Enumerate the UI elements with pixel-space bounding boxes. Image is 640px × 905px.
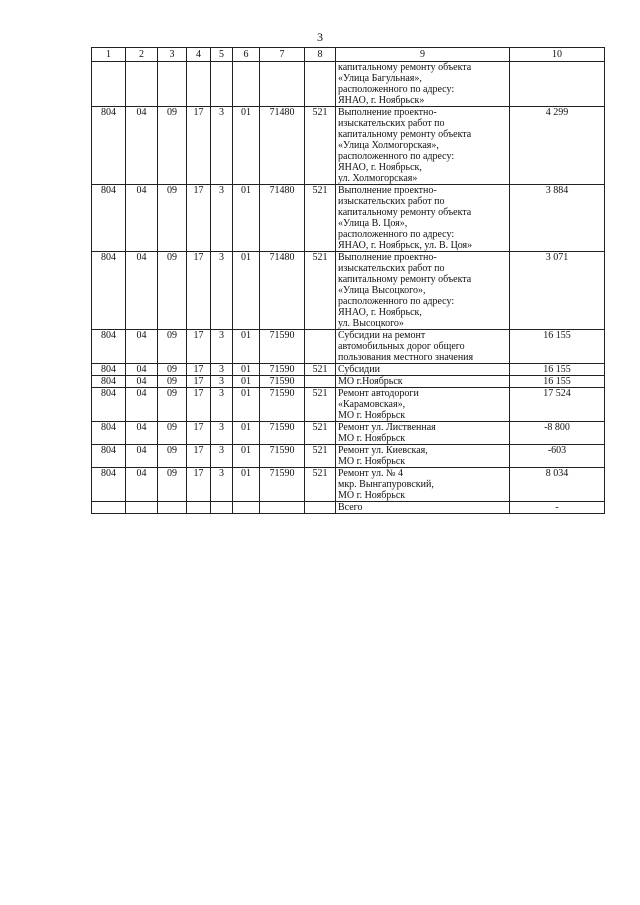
cell-code-3: 09: [158, 376, 187, 388]
cell-code-7: 71590: [260, 330, 305, 364]
cell-code-3: 09: [158, 388, 187, 422]
cell-code-6: 01: [233, 388, 260, 422]
cell-code-3: [158, 62, 187, 107]
cell-amount: 3 071: [510, 252, 605, 330]
cell-code-2: [126, 502, 158, 514]
column-header-3: 3: [158, 48, 187, 62]
cell-code-8: 521: [305, 468, 336, 502]
table-row: [92, 422, 605, 445]
cell-code-3: 09: [158, 252, 187, 330]
cell-code-2: 04: [126, 364, 158, 376]
cell-code-3: 09: [158, 468, 187, 502]
cell-amount: 8 034: [510, 468, 605, 502]
table-row: [92, 445, 605, 468]
cell-code-4: 17: [187, 252, 211, 330]
cell-code-3: 09: [158, 185, 187, 252]
cell-description: Ремонт ул. Киевская, МО г. Ноябрьск: [336, 445, 510, 468]
cell-code-7: 71480: [260, 107, 305, 185]
cell-code-8: 521: [305, 388, 336, 422]
cell-code-3: [158, 502, 187, 514]
cell-code-2: 04: [126, 388, 158, 422]
table-row: [92, 252, 605, 330]
cell-description: Всего: [336, 502, 510, 514]
cell-code-1: 804: [92, 107, 126, 185]
cell-description: Выполнение проектно- изыскательских работ по капитальному ремонту объекта «Улица В. Цоя», расположенного по адресу: ЯНАО, г. Ноябрьск, ул. В. Цоя»: [336, 185, 510, 252]
cell-code-6: 01: [233, 330, 260, 364]
cell-code-2: 04: [126, 252, 158, 330]
cell-code-7: [260, 62, 305, 107]
table-row: [92, 364, 605, 376]
cell-code-6: 01: [233, 107, 260, 185]
cell-code-6: [233, 502, 260, 514]
cell-code-8: [305, 502, 336, 514]
cell-code-8: 521: [305, 422, 336, 445]
cell-code-4: 17: [187, 468, 211, 502]
cell-code-1: 804: [92, 185, 126, 252]
table-row: [92, 376, 605, 388]
column-header-9: 9: [336, 48, 510, 62]
cell-amount: 3 884: [510, 185, 605, 252]
cell-code-7: 71480: [260, 185, 305, 252]
cell-code-1: [92, 62, 126, 107]
cell-code-7: 71590: [260, 364, 305, 376]
cell-code-3: 09: [158, 364, 187, 376]
cell-code-6: [233, 62, 260, 107]
cell-code-5: 3: [211, 388, 233, 422]
table-row: [92, 468, 605, 502]
cell-description: Ремонт автодороги «Карамовская», МО г. Ноябрьск: [336, 388, 510, 422]
cell-description: капитальному ремонту объекта «Улица Багульная», расположенного по адресу: ЯНАО, г. Ноябрьск»: [336, 62, 510, 107]
column-header-8: 8: [305, 48, 336, 62]
cell-code-8: [305, 330, 336, 364]
cell-code-7: 71590: [260, 388, 305, 422]
cell-code-5: [211, 502, 233, 514]
cell-code-4: 17: [187, 185, 211, 252]
cell-code-8: [305, 62, 336, 107]
page-number: 3: [317, 30, 323, 44]
cell-code-5: 3: [211, 445, 233, 468]
cell-code-4: 17: [187, 376, 211, 388]
cell-code-7: 71590: [260, 376, 305, 388]
header-row: [92, 48, 605, 62]
cell-amount: 16 155: [510, 364, 605, 376]
column-header-10: 10: [510, 48, 605, 62]
cell-code-1: 804: [92, 364, 126, 376]
cell-code-2: 04: [126, 330, 158, 364]
cell-code-4: 17: [187, 422, 211, 445]
cell-description: Ремонт ул. № 4 мкр. Вынгапуровский, МО г. Ноябрьск: [336, 468, 510, 502]
cell-description: Ремонт ул. Лиственная МО г. Ноябрьск: [336, 422, 510, 445]
table-row: [92, 62, 605, 107]
cell-code-5: 3: [211, 422, 233, 445]
cell-code-8: 521: [305, 252, 336, 330]
cell-code-4: 17: [187, 445, 211, 468]
cell-code-5: 3: [211, 468, 233, 502]
cell-code-3: 09: [158, 107, 187, 185]
cell-amount: 17 524: [510, 388, 605, 422]
cell-code-4: 17: [187, 388, 211, 422]
cell-code-7: 71590: [260, 422, 305, 445]
cell-code-1: 804: [92, 330, 126, 364]
cell-code-4: 17: [187, 330, 211, 364]
cell-amount: [510, 62, 605, 107]
cell-code-2: [126, 62, 158, 107]
cell-code-5: 3: [211, 376, 233, 388]
cell-code-6: 01: [233, 185, 260, 252]
cell-code-1: 804: [92, 468, 126, 502]
column-header-1: 1: [92, 48, 126, 62]
cell-code-8: [305, 376, 336, 388]
cell-code-1: 804: [92, 445, 126, 468]
table-row: [92, 185, 605, 252]
column-header-4: 4: [187, 48, 211, 62]
cell-code-5: 3: [211, 185, 233, 252]
cell-code-2: 04: [126, 468, 158, 502]
cell-code-1: [92, 502, 126, 514]
cell-description: Субсидии: [336, 364, 510, 376]
cell-amount: 16 155: [510, 376, 605, 388]
cell-code-4: 17: [187, 107, 211, 185]
cell-code-3: 09: [158, 445, 187, 468]
cell-code-5: 3: [211, 330, 233, 364]
column-header-6: 6: [233, 48, 260, 62]
cell-code-3: 09: [158, 330, 187, 364]
cell-amount: -603: [510, 445, 605, 468]
cell-code-5: 3: [211, 107, 233, 185]
cell-code-6: 01: [233, 422, 260, 445]
cell-code-7: [260, 502, 305, 514]
cell-code-4: [187, 62, 211, 107]
cell-code-2: 04: [126, 422, 158, 445]
cell-amount: 16 155: [510, 330, 605, 364]
budget-table: [91, 47, 605, 514]
column-header-5: 5: [211, 48, 233, 62]
cell-code-4: 17: [187, 364, 211, 376]
cell-code-2: 04: [126, 376, 158, 388]
table-row: [92, 388, 605, 422]
cell-code-8: 521: [305, 364, 336, 376]
cell-description: Субсидии на ремонт автомобильных дорог общего пользования местного значения: [336, 330, 510, 364]
cell-amount: -8 800: [510, 422, 605, 445]
cell-code-2: 04: [126, 185, 158, 252]
cell-code-8: 521: [305, 445, 336, 468]
cell-code-5: 3: [211, 252, 233, 330]
cell-code-6: 01: [233, 445, 260, 468]
table-body: [92, 62, 605, 514]
cell-description: МО г.Ноябрьск: [336, 376, 510, 388]
cell-code-1: 804: [92, 252, 126, 330]
cell-code-2: 04: [126, 445, 158, 468]
cell-code-6: 01: [233, 468, 260, 502]
cell-code-5: [211, 62, 233, 107]
cell-code-6: 01: [233, 252, 260, 330]
cell-code-1: 804: [92, 388, 126, 422]
cell-code-5: 3: [211, 364, 233, 376]
cell-description: Выполнение проектно- изыскательских работ по капитальному ремонту объекта «Улица Холмогорская», расположенного по адресу: ЯНАО, г. Ноябрьск, ул. Холмогорская»: [336, 107, 510, 185]
cell-code-6: 01: [233, 376, 260, 388]
cell-amount: -: [510, 502, 605, 514]
cell-code-8: 521: [305, 107, 336, 185]
cell-code-8: 521: [305, 185, 336, 252]
cell-amount: 4 299: [510, 107, 605, 185]
cell-code-1: 804: [92, 376, 126, 388]
cell-code-7: 71480: [260, 252, 305, 330]
table-row: [92, 330, 605, 364]
cell-code-4: [187, 502, 211, 514]
cell-code-7: 71590: [260, 445, 305, 468]
cell-description: Выполнение проектно- изыскательских работ по капитальному ремонту объекта «Улица Высоцкого», расположенного по адресу: ЯНАО, г. Ноябрьск, ул. Высоцкого»: [336, 252, 510, 330]
column-header-7: 7: [260, 48, 305, 62]
cell-code-3: 09: [158, 422, 187, 445]
column-header-2: 2: [126, 48, 158, 62]
table-row: [92, 107, 605, 185]
table-row: [92, 502, 605, 514]
cell-code-1: 804: [92, 422, 126, 445]
cell-code-7: 71590: [260, 468, 305, 502]
cell-code-2: 04: [126, 107, 158, 185]
cell-code-6: 01: [233, 364, 260, 376]
